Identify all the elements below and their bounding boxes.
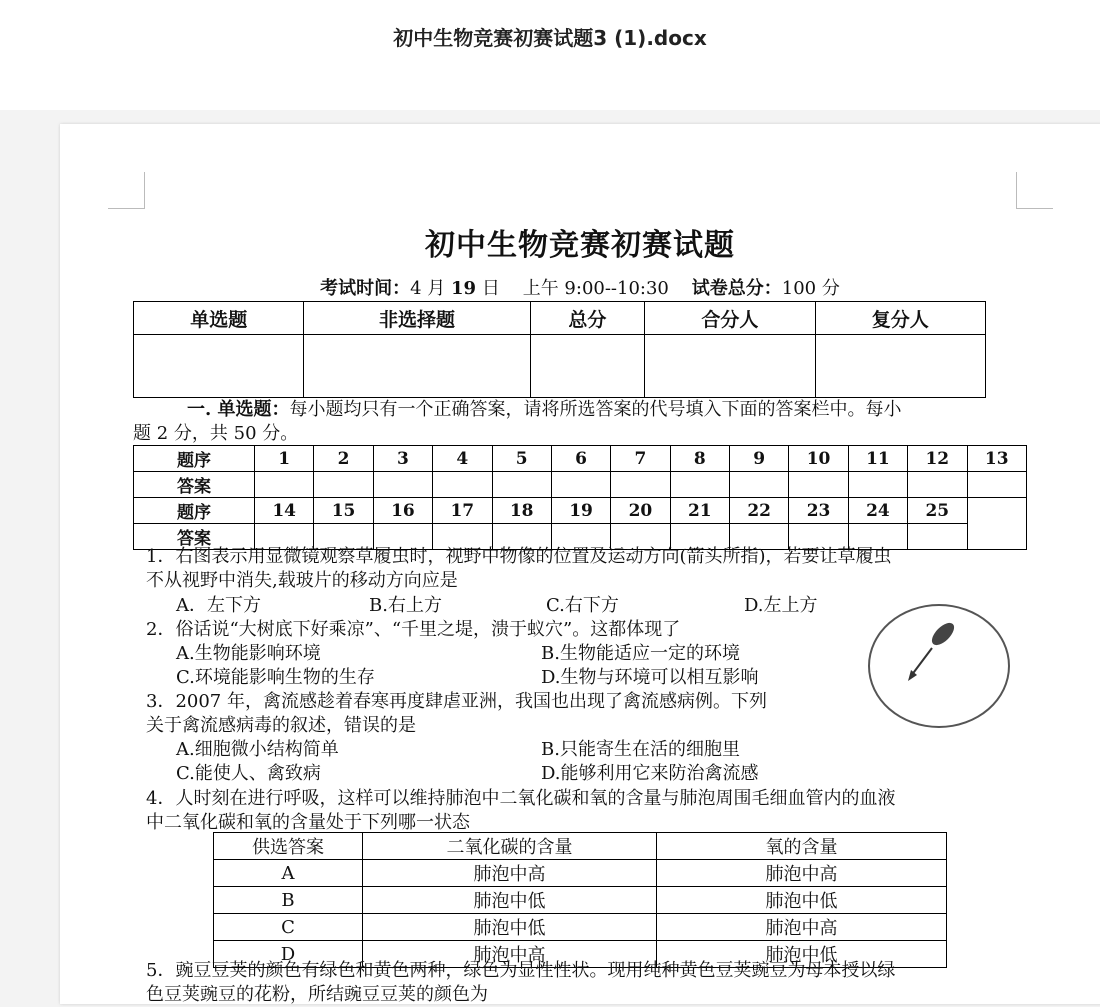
date-pre: 4 月 <box>410 278 452 299</box>
question-number: 18 <box>492 498 551 524</box>
total-label: 试卷总分： <box>691 278 782 299</box>
answer-cell[interactable] <box>730 472 789 498</box>
q3-option-c: C.能使人、禽致病 <box>176 763 321 784</box>
answer-row-label: 题序 <box>134 498 255 524</box>
exam-info <box>60 274 1100 300</box>
gas-table-cell: B <box>214 887 363 914</box>
q3-stem-line1: 3．2007 年，禽流感趁着春寒再度肆虐亚洲，我国也出现了禽流感病例。下列 <box>146 691 767 712</box>
question-number: 15 <box>314 498 373 524</box>
question-number: 7 <box>611 446 670 472</box>
document-page <box>60 124 1100 1004</box>
microscope-field-figure <box>868 604 1010 728</box>
gas-table-header: 氧的含量 <box>657 833 947 860</box>
score-header: 单选题 <box>134 302 304 335</box>
title-bar <box>0 0 1100 110</box>
q2-option-d: D.生物与环境可以相互影响 <box>541 667 759 688</box>
question-number: 21 <box>670 498 729 524</box>
answer-table <box>133 445 1027 550</box>
q3-option-d: D.能够利用它来防治禽流感 <box>541 763 759 784</box>
file-name: 初中生物竞赛初赛试题3 (1).docx <box>393 26 707 50</box>
score-cell[interactable] <box>530 335 645 398</box>
score-header: 合分人 <box>645 302 815 335</box>
q5-stem-line2: 色豆荚豌豆的花粉，所结豌豆豆荚的颜色为 <box>146 984 488 1005</box>
time-label: 考试时间： <box>320 278 411 299</box>
gas-table-header: 二氧化碳的含量 <box>363 833 657 860</box>
margin-marker-left <box>108 172 145 209</box>
answer-row-label: 答案 <box>134 472 255 498</box>
date-post: 日 上午 9:00--10:30 <box>476 278 692 299</box>
document-title: 初中生物竞赛初赛试题 <box>425 228 735 263</box>
question-number: 1 <box>255 446 314 472</box>
q2-option-c: C.环境能影响生物的生存 <box>176 667 375 688</box>
gas-table-cell: 肺泡中高 <box>363 860 657 887</box>
paramecium-shape <box>928 619 958 649</box>
score-cell[interactable] <box>815 335 985 398</box>
question-number: 16 <box>373 498 432 524</box>
question-number: 11 <box>848 446 907 472</box>
q3-stem-line2: 关于禽流感病毒的叙述，错误的是 <box>146 715 416 736</box>
section1-text: 每小题均只有一个正确答案，请将所选答案的代号填入下面的答案栏中。每小 <box>289 399 902 420</box>
question-number: 8 <box>670 446 729 472</box>
gas-table-cell: D <box>214 941 363 968</box>
answer-cell[interactable] <box>314 472 373 498</box>
score-cell[interactable] <box>134 335 304 398</box>
question-number: 4 <box>433 446 492 472</box>
paramecium-arrow-icon <box>870 606 1008 726</box>
q1-option-b: B.右上方 <box>369 595 442 616</box>
gas-table-cell: 肺泡中低 <box>363 887 657 914</box>
question-number: 14 <box>255 498 314 524</box>
q1-option-a: A．左下方 <box>176 595 261 616</box>
gas-table-cell: 肺泡中高 <box>363 941 657 968</box>
answer-row-label: 题序 <box>134 446 255 472</box>
q1-option-d: D.左上方 <box>744 595 818 616</box>
q1-stem-line2: 不从视野中消失,载玻片的移动方向应是 <box>146 570 458 591</box>
q4-stem-line2: 中二氧化碳和氧的含量处于下列哪一状态 <box>146 812 470 833</box>
gas-table-cell: 肺泡中低 <box>363 914 657 941</box>
gas-table-cell: 肺泡中高 <box>657 914 947 941</box>
answer-cell[interactable] <box>551 472 610 498</box>
question-number: 22 <box>730 498 789 524</box>
question-number: 6 <box>551 446 610 472</box>
margin-marker-right <box>1016 172 1053 209</box>
q5-stem-line1: 5．豌豆豆荚的颜色有绿色和黄色两种，绿色为显性性状。现用纯种黄色豆荚豌豆为母本授以绿 <box>146 960 896 981</box>
score-table <box>133 301 986 398</box>
gas-table-cell: 肺泡中低 <box>657 941 947 968</box>
score-header: 复分人 <box>815 302 985 335</box>
question-number: 25 <box>908 498 967 524</box>
question-number: 23 <box>789 498 848 524</box>
question-number: 20 <box>611 498 670 524</box>
score-header: 非选择题 <box>304 302 530 335</box>
gas-table-cell: 肺泡中高 <box>657 860 947 887</box>
section1-instructions <box>133 398 1033 446</box>
q3-option-a: A.细胞微小结构简单 <box>176 739 339 760</box>
motion-arrow-head <box>908 670 917 681</box>
answer-cell[interactable] <box>908 524 967 550</box>
gas-table-header: 供选答案 <box>214 833 363 860</box>
question-number: 2 <box>314 446 373 472</box>
answer-cell[interactable] <box>373 472 432 498</box>
gas-table-cell: C <box>214 914 363 941</box>
answer-cell[interactable] <box>255 472 314 498</box>
q4-stem-line1: 4．人时刻在进行呼吸，这样可以维持肺泡中二氧化碳和氧的含量与肺泡周围毛细血管内的血液 <box>146 788 896 809</box>
question-number: 12 <box>908 446 967 472</box>
total-value: 100 分 <box>781 278 840 299</box>
answer-cell[interactable] <box>848 472 907 498</box>
date-day: 19 <box>451 278 477 299</box>
question-number: 13 <box>967 446 1027 472</box>
question-number: 10 <box>789 446 848 472</box>
question-number: 19 <box>551 498 610 524</box>
section1-label: 一. 单选题： <box>187 399 290 420</box>
answer-cell[interactable] <box>967 472 1027 498</box>
q2-stem: 2．俗话说“大树底下好乘凉”、“千里之堤，溃于蚁穴”。这都体现了 <box>146 619 681 640</box>
question-number: 5 <box>492 446 551 472</box>
question-number: 3 <box>373 446 432 472</box>
answer-cell[interactable] <box>433 472 492 498</box>
q2-option-a: A.生物能影响环境 <box>176 643 321 664</box>
q2-option-b: B.生物能适应一定的环境 <box>541 643 740 664</box>
q1-stem-line1: 1．右图表示用显微镜观察草履虫时，视野中物像的位置及运动方向(箭头所指)，若要让草履虫 <box>146 546 892 567</box>
empty-cell <box>967 498 1027 550</box>
gas-table-cell: A <box>214 860 363 887</box>
section1-text-line2: 题 2 分，共 50 分。 <box>133 423 299 444</box>
score-header: 总分 <box>530 302 645 335</box>
q3-option-b: B.只能寄生在活的细胞里 <box>541 739 740 760</box>
question-number: 17 <box>433 498 492 524</box>
answer-row-label: 答案 <box>134 524 255 550</box>
gas-content-table <box>213 832 947 968</box>
score-cell[interactable] <box>304 335 530 398</box>
answer-cell[interactable] <box>611 472 670 498</box>
answer-cell[interactable] <box>908 472 967 498</box>
score-cell[interactable] <box>645 335 815 398</box>
answer-cell[interactable] <box>670 472 729 498</box>
answer-cell[interactable] <box>492 472 551 498</box>
gas-table-cell: 肺泡中低 <box>657 887 947 914</box>
question-number: 24 <box>848 498 907 524</box>
question-number: 9 <box>730 446 789 472</box>
motion-arrow-line <box>911 648 932 676</box>
q1-option-c: C.右下方 <box>546 595 619 616</box>
answer-cell[interactable] <box>789 472 848 498</box>
